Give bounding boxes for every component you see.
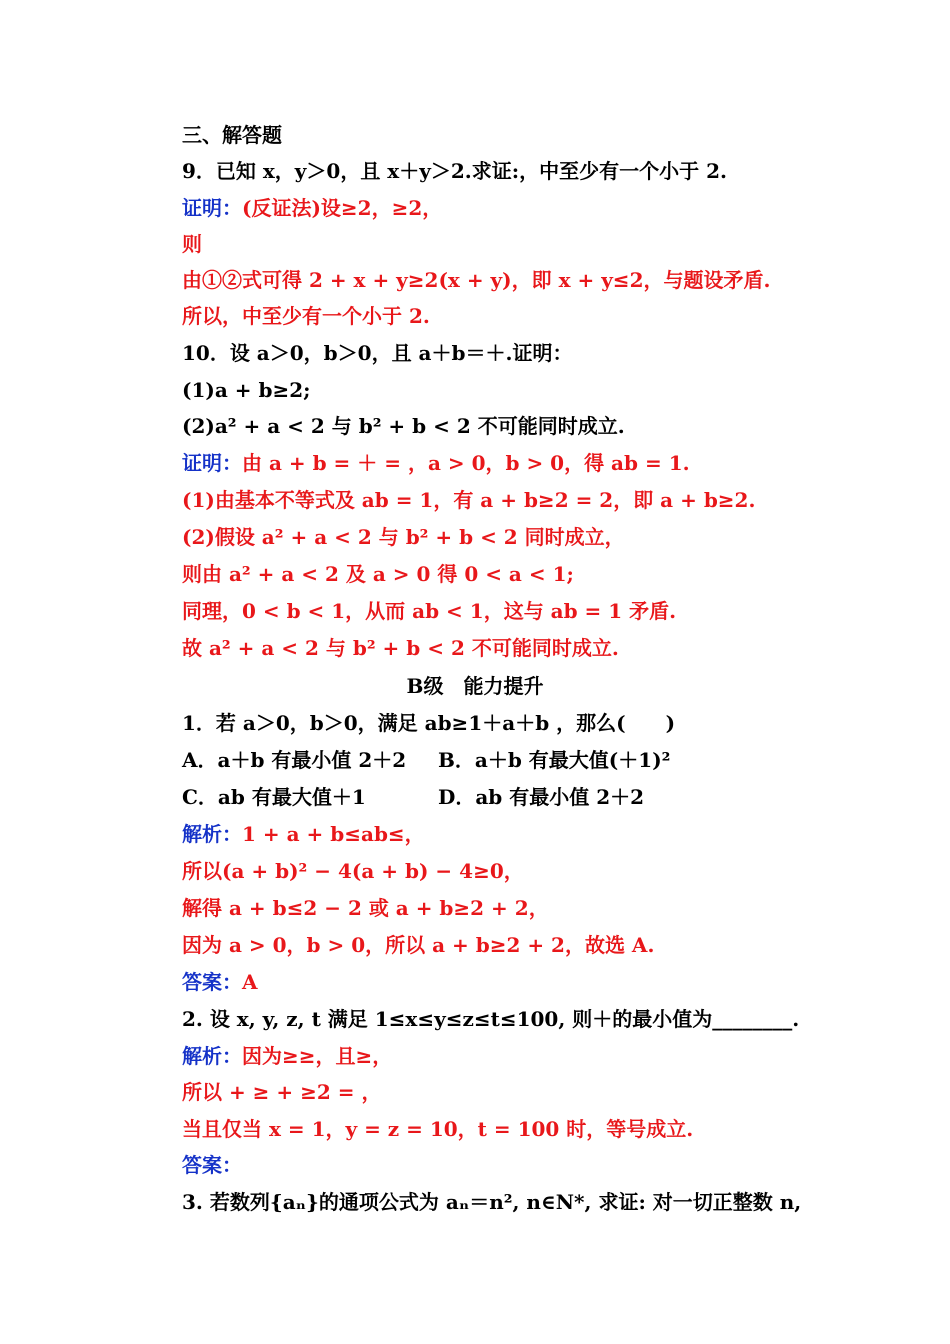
q10-part1: (1)a + b≥2; <box>182 378 311 402</box>
b1-analysis-line3: 解得 a + b≤2 − 2 或 a + b≥2 + 2， <box>182 896 549 920</box>
b2-analysis-line1 <box>182 1044 392 1068</box>
q9-proof-line1 <box>182 196 442 220</box>
b1-option-a: A．a＋b 有最小值 2＋2 <box>182 748 407 772</box>
proof-label: 证明： <box>182 451 242 475</box>
q9-proof-line2: 则 <box>182 232 202 256</box>
b1-question: 1．若 a＞0，b＞0，满足 ab≥1＋a＋b ，那么( ) <box>182 711 676 735</box>
q10-proof-line2: (1)由基本不等式及 ab = 1，有 a + b≥2 = 2，即 a + b≥2. <box>182 488 756 512</box>
b1-analysis-line2: 所以(a + b)² − 4(a + b) − 4≥0， <box>182 859 524 883</box>
q10-proof-line1 <box>182 451 690 475</box>
level-b-header: B级 能力提升 <box>406 674 544 698</box>
q10-proof-line3: (2)假设 a² + a < 2 与 b² + b < 2 同时成立， <box>182 525 625 549</box>
b2-question: 2. 设 x, y, z, t 满足 1≤x≤y≤z≤t≤100, 则＋的最小值为________. <box>182 1007 800 1031</box>
b3-question: 3. 若数列{aₙ}的通项公式为 aₙ＝n², n∈N*, 求证: 对一切正整数 n, <box>182 1190 802 1214</box>
q9-question: 9．已知 x，y＞0，且 x＋y＞2.求证:，中至少有一个小于 2. <box>182 159 727 183</box>
analysis-label: 解析： <box>182 822 242 846</box>
b1-option-d: D．ab 有最小值 2＋2 <box>438 785 645 809</box>
b2-analysis-line2: 所以 + ≥ + ≥2 = ， <box>182 1080 382 1104</box>
proof-label: 证明： <box>182 196 242 220</box>
section-header: 三、解答题 <box>182 123 282 147</box>
q10-proof-line5: 同理，0 < b < 1，从而 ab < 1，这与 ab = 1 矛盾. <box>182 599 677 623</box>
q10-question: 10．设 a＞0，b＞0，且 a＋b＝＋.证明： <box>182 341 573 365</box>
analysis-label: 解析： <box>182 1044 242 1068</box>
b1-option-c: C．ab 有最大值＋1 <box>182 785 366 809</box>
proof-text: (反证法)设≥2，≥2， <box>242 196 443 220</box>
b1-option-b: B．a＋b 有最大值(＋1)² <box>438 748 671 772</box>
answer-value: A <box>242 970 258 994</box>
analysis-text: 1 + a + b≤ab≤， <box>242 822 425 846</box>
b2-analysis-line3: 当且仅当 x = 1，y = z = 10，t = 100 时，等号成立. <box>182 1117 694 1141</box>
b1-analysis-line1 <box>182 822 425 846</box>
analysis-text: 因为≥≥，且≥， <box>242 1044 393 1068</box>
b2-answer-label: 答案： <box>182 1153 242 1177</box>
q9-proof-line3: 由①②式可得 2 + x + y≥2(x + y)，即 x + y≤2，与题设矛盾. <box>182 268 771 292</box>
answer-label: 答案： <box>182 970 242 994</box>
q10-part2: (2)a² + a < 2 与 b² + b < 2 不可能同时成立. <box>182 414 625 438</box>
b1-answer <box>182 970 258 994</box>
q10-proof-line4: 则由 a² + a < 2 及 a > 0 得 0 < a < 1; <box>182 562 574 586</box>
q9-proof-line4: 所以，中至少有一个小于 2. <box>182 304 430 328</box>
q10-proof-line6: 故 a² + a < 2 与 b² + b < 2 不可能同时成立. <box>182 636 619 660</box>
b1-analysis-line4: 因为 a > 0，b > 0，所以 a + b≥2 + 2，故选 A. <box>182 933 655 957</box>
proof-text: 由 a + b = ＋ = ，a > 0，b > 0，得 ab = 1. <box>242 451 690 475</box>
